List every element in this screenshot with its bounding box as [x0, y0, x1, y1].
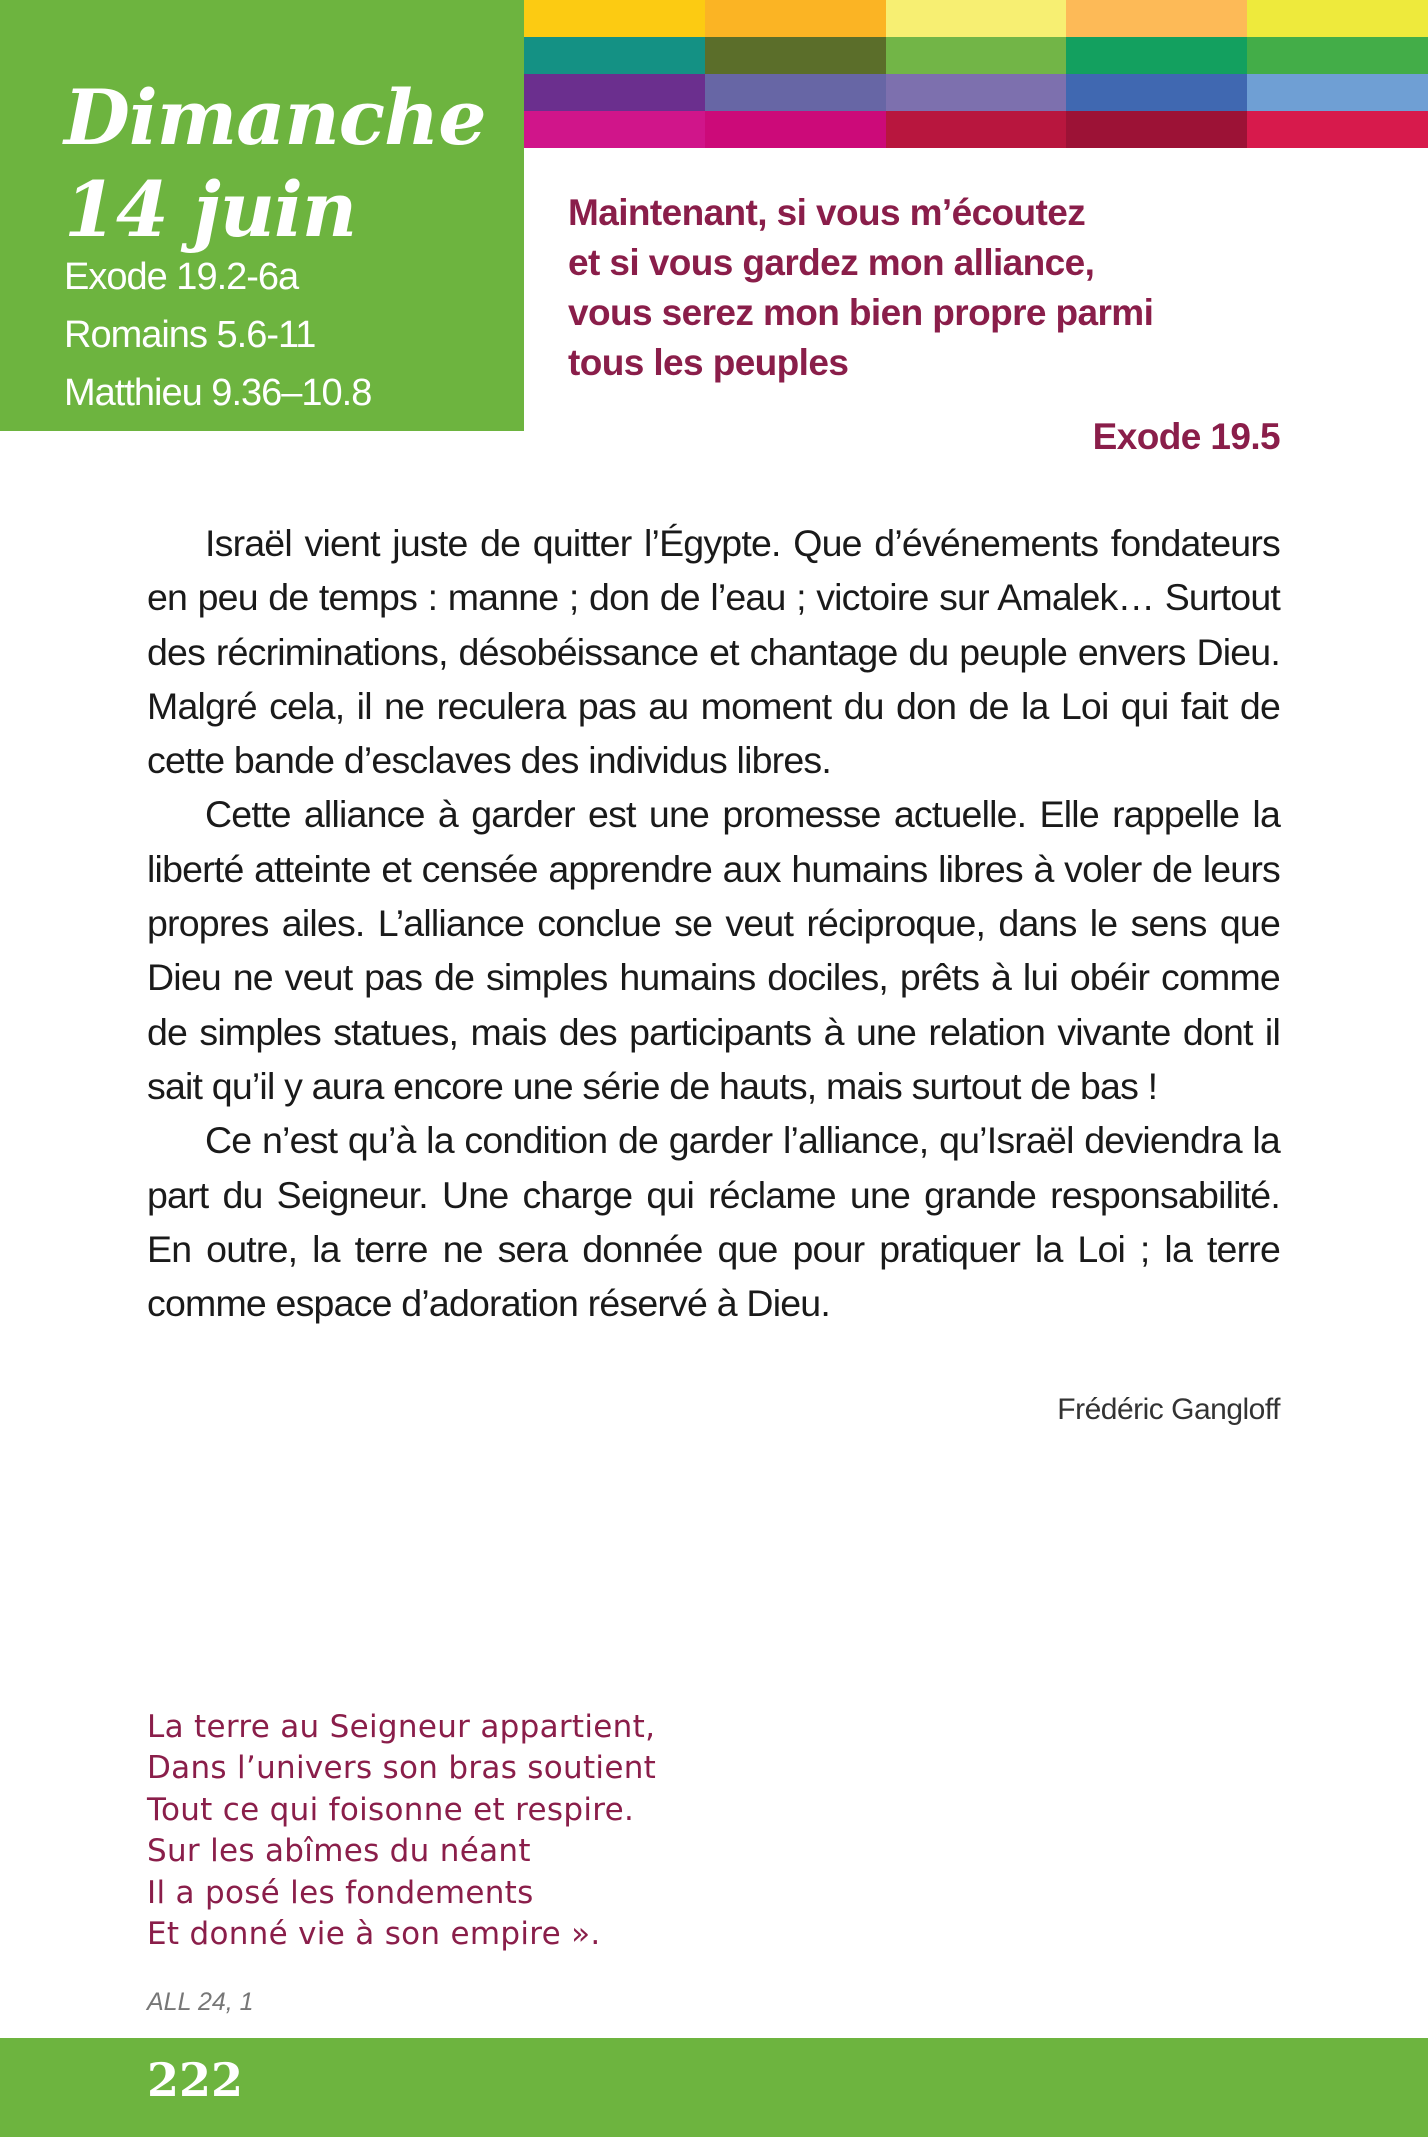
color-swatch	[1066, 37, 1247, 74]
reading-references	[64, 248, 371, 422]
hymn-line: Il a posé les fondements	[147, 1874, 534, 1911]
color-swatch	[886, 111, 1067, 148]
meditation-paragraph: Ce n’est qu’à la condition de garder l’alliance, qu’Israël deviendra la part du Seigneur. Une charge qui réclame une grande responsabilité. En outre, la terre ne sera donnée que pour pratiquer la Loi ; la terre comme espace d’adoration réservé à Dieu.	[147, 1119, 1280, 1325]
reading-reference: Matthieu 9.36–10.8	[64, 372, 372, 414]
color-swatch	[1247, 111, 1428, 148]
key-verse-reference: Exode 19.5	[1092, 416, 1280, 457]
key-verse-line: Maintenant, si vous m’écoutez	[568, 192, 1086, 233]
hymn-line: Tout ce qui foisonne et respire.	[147, 1791, 635, 1828]
page-number: 222	[147, 2053, 244, 2107]
color-swatch	[705, 37, 886, 74]
key-verse-line: et si vous gardez mon alliance,	[568, 242, 1095, 283]
color-swatch	[1247, 37, 1428, 74]
hymn-line: Sur les abîmes du néant	[147, 1833, 531, 1870]
color-swatch	[1247, 0, 1428, 37]
color-swatch	[705, 74, 886, 111]
reading-reference: Exode 19.2-6a	[64, 256, 299, 298]
hymn-stanza	[147, 1707, 656, 1955]
author-signature: Frédéric Gangloff	[1057, 1393, 1280, 1426]
color-swatch	[1066, 0, 1247, 37]
meditation-text	[147, 516, 1280, 1330]
hymn-line: Et donné vie à son empire ».	[147, 1916, 601, 1953]
color-swatch	[1066, 111, 1247, 148]
key-verse	[568, 188, 1308, 388]
color-swatch	[705, 111, 886, 148]
color-swatch	[886, 0, 1067, 37]
reading-reference: Romains 5.6-11	[64, 314, 316, 356]
color-swatch	[1066, 74, 1247, 111]
color-swatch	[524, 74, 705, 111]
color-swatch	[524, 37, 705, 74]
date-header-box	[0, 0, 524, 431]
color-swatch	[524, 0, 705, 37]
day-title: Dimanche 14 juin	[64, 73, 486, 254]
hymn-line: La terre au Seigneur appartient,	[147, 1709, 656, 1745]
meditation-paragraph: Israël vient juste de quitter l’Égypte. Que d’événements fondateurs en peu de temps : manne ; don de l’eau ; victoire sur Amalek… Surtout des récriminations, désobéissance et chantage du peuple envers Dieu. Malgré cela, il ne reculera pas au moment du don de la Loi qui fait de cette bande d’esclaves des individus libres.	[147, 522, 1280, 782]
key-verse-line: vous serez mon bien propre parmi	[568, 292, 1154, 333]
color-swatch	[886, 74, 1067, 111]
color-swatch	[1247, 74, 1428, 111]
hymn-reference: ALL 24, 1	[147, 1988, 254, 2016]
meditation-paragraph: Cette alliance à garder est une promesse actuelle. Elle rappelle la liberté atteinte et censée apprendre aux humains libres à voler de leurs propres ailes. L’alliance conclue se veut réciproque, dans le sens que Dieu ne veut pas de simples humains dociles, prêts à lui obéir comme de simples statues, mais des participants à une relation vivante dont il sait qu’il y aura encore une série de hauts, mais surtout de bas !	[147, 793, 1280, 1107]
key-verse-line: tous les peuples	[568, 342, 849, 383]
decorative-color-grid	[524, 0, 1428, 148]
color-swatch	[524, 111, 705, 148]
color-swatch	[705, 0, 886, 37]
hymn-line: Dans l’univers son bras soutient	[147, 1750, 657, 1787]
color-swatch	[886, 37, 1067, 74]
